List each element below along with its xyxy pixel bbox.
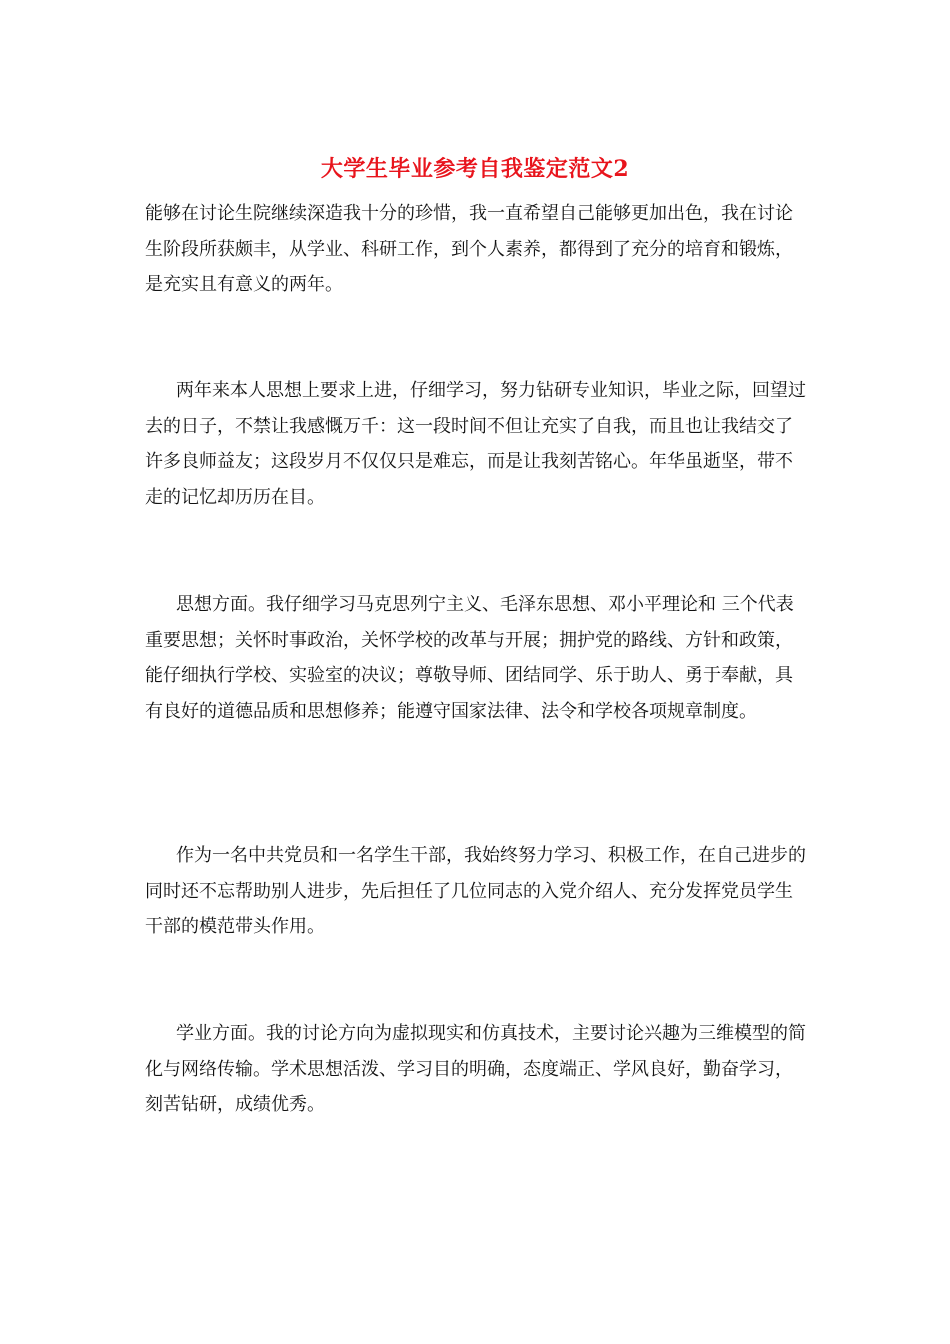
paragraph-intro: 能够在讨论生院继续深造我十分的珍惜，我一直希望自己能够更加出色，我在讨论生阶段所获颇丰，从学业、科研工作，到个人素养，都得到了充分的培育和锻炼，是充实且有意义的两年。 [145, 203, 793, 295]
paragraph-academics: 学业方面。我的讨论方向为虚拟现实和仿真技术，主要讨论兴趣为三维模型的简化与网络传输。学术思想活泼、学习目的明确，态度端正、学风良好，勤奋学习，刻苦钻研，成绩优秀。 [145, 1023, 806, 1115]
paragraph-party-member: 作为一名中共党员和一名学生干部，我始终努力学习、积极工作，在自己进步的同时还不忘帮助别人进步，先后担任了几位同志的入党介绍人、充分发挥党员学生干部的模范带头作用。 [145, 845, 806, 937]
paragraph-two-years: 两年来本人思想上要求上进，仔细学习，努力钻研专业知识，毕业之际，回望过去的日子，不禁让我感慨万千：这一段时间不但让充实了自我，而且也让我结交了许多良师益友；这段岁月不仅仅只是难忘，而是让我刻苦铭心。年华虽逝坚，带不走的记忆却历历在目。 [145, 380, 806, 508]
paragraph-ideology: 思想方面。我仔细学习马克思列宁主义、毛泽东思想、邓小平理论和 三个代表 重要思想；关怀时事政治，关怀学校的改革与开展；拥护党的路线、方针和政策，能仔细执行学校、实验室的决议；尊敬导师、团结同学、乐于助人、勇于奉献，具有良好的道德品质和思想修养；能遵守国家法律、法令和学校各项规章制度。 [145, 594, 794, 722]
document-title: 大学生毕业参考自我鉴定范文2 [320, 156, 630, 182]
